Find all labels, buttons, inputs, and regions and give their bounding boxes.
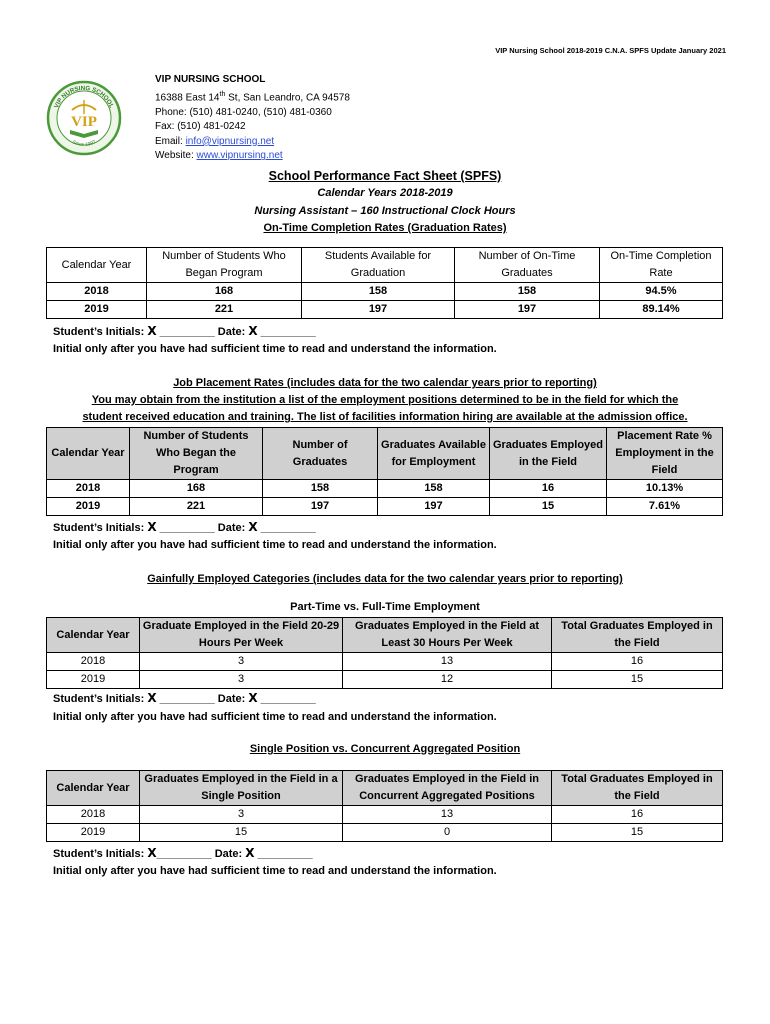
subtitle-completion: On-Time Completion Rates (Graduation Rates) bbox=[263, 222, 507, 234]
job-heading: Job Placement Rates (includes data for the two calendar years prior to reporting) bbox=[173, 377, 597, 389]
table-header: Calendar Year bbox=[47, 428, 130, 480]
initials-field[interactable]: _________ bbox=[156, 693, 215, 705]
table-cell: 94.5% bbox=[600, 283, 723, 301]
table-cell: 15 bbox=[140, 824, 343, 842]
table-cell: 10.13% bbox=[607, 480, 723, 498]
table-cell: 2019 bbox=[47, 301, 147, 319]
single-heading: Single Position vs. Concurrent Aggregated Position bbox=[249, 743, 521, 755]
table-cell: 15 bbox=[552, 671, 723, 689]
table-cell: 197 bbox=[263, 498, 378, 516]
initials-note: Initial only after you have had sufficient time to read and understand the information. bbox=[53, 865, 497, 877]
table-header: Total Graduates Employed in the Field bbox=[552, 618, 723, 653]
table-cell: 2018 bbox=[47, 480, 130, 498]
x-mark: X bbox=[147, 324, 157, 338]
x-mark: X bbox=[147, 691, 157, 705]
table-header: Students Available for Graduation bbox=[302, 248, 455, 283]
table-cell: 12 bbox=[343, 671, 552, 689]
date-field[interactable]: _________ bbox=[257, 326, 316, 338]
table-header: Graduates Employed in the Field at Least 30 Hours Per Week bbox=[343, 618, 552, 653]
table-cell: 15 bbox=[552, 824, 723, 842]
table-cell: 197 bbox=[455, 301, 600, 319]
initials-note: Initial only after you have had sufficient time to read and understand the information. bbox=[53, 539, 497, 551]
date-field[interactable]: _________ bbox=[254, 848, 313, 860]
logo-arc-text: VIP NURSING SCHOOL bbox=[53, 84, 115, 110]
table-cell: 2018 bbox=[47, 653, 140, 671]
table-cell: 221 bbox=[147, 301, 302, 319]
table-cell: 13 bbox=[343, 653, 552, 671]
table-cell: 2018 bbox=[47, 806, 140, 824]
table-cell: 16 bbox=[552, 806, 723, 824]
email-link[interactable]: info@vipnursing.net bbox=[185, 135, 275, 147]
table-cell: 3 bbox=[140, 806, 343, 824]
logo-center-text: VIP bbox=[71, 114, 97, 130]
table-cell: 2019 bbox=[47, 671, 140, 689]
document-header: VIP Nursing School 2018-2019 C.N.A. SPFS Update January 2021 bbox=[495, 46, 726, 55]
subtitle-years: Calendar Years 2018-2019 bbox=[317, 187, 453, 199]
gainful-heading: Gainfully Employed Categories (includes data for the two calendar years prior to reporting) bbox=[147, 573, 623, 585]
table-cell: 168 bbox=[147, 283, 302, 301]
table-cell: 89.14% bbox=[600, 301, 723, 319]
table-cell: 158 bbox=[378, 480, 490, 498]
table-header: Calendar Year bbox=[47, 771, 140, 806]
initials-line: Student’s Initials: X _________ Date: X _________ bbox=[53, 324, 316, 338]
x-mark: X bbox=[248, 324, 258, 338]
table-cell: 15 bbox=[490, 498, 607, 516]
table-cell: 158 bbox=[455, 283, 600, 301]
table-row bbox=[47, 480, 723, 498]
table-row bbox=[47, 824, 723, 842]
table-cell: 3 bbox=[140, 671, 343, 689]
single-concurrent-table bbox=[46, 770, 723, 842]
table-header: Number of Students Who Began the Program bbox=[130, 428, 263, 480]
school-email: Email: info@vipnursing.net bbox=[155, 135, 275, 147]
logo-bottom-text: Since 1997 bbox=[71, 139, 97, 149]
table-cell: 2019 bbox=[47, 824, 140, 842]
table-header: Number of On-Time Graduates bbox=[455, 248, 600, 283]
table-header: Number of Graduates bbox=[263, 428, 378, 480]
website-link[interactable]: www.vipnursing.net bbox=[196, 150, 283, 162]
x-mark: X bbox=[147, 846, 157, 860]
table-row bbox=[47, 671, 723, 689]
table-cell: 168 bbox=[130, 480, 263, 498]
gainful-subheading: Part-Time vs. Full-Time Employment bbox=[290, 601, 480, 613]
school-logo bbox=[46, 80, 122, 156]
school-info bbox=[155, 73, 350, 164]
table-cell: 197 bbox=[302, 301, 455, 319]
table-header: Total Graduates Employed in the Field bbox=[552, 771, 723, 806]
table-cell: 2018 bbox=[47, 283, 147, 301]
initials-note: Initial only after you have had sufficient time to read and understand the information. bbox=[53, 711, 497, 723]
table-cell: 3 bbox=[140, 653, 343, 671]
table-row bbox=[47, 301, 723, 319]
initials-line: Student’s Initials: X _________ Date: X _________ bbox=[53, 691, 316, 705]
table-row bbox=[47, 806, 723, 824]
x-mark: X bbox=[245, 846, 255, 860]
table-cell: 221 bbox=[130, 498, 263, 516]
table-header: Number of Students Who Began Program bbox=[147, 248, 302, 283]
table-cell: 0 bbox=[343, 824, 552, 842]
job-note-2: student received education and training. The list of facilities information hiring are available at the admission office. bbox=[82, 411, 688, 423]
x-mark: X bbox=[147, 520, 157, 534]
school-phone: Phone: (510) 481-0240, (510) 481-0360 bbox=[155, 106, 332, 118]
table-header: Calendar Year bbox=[47, 248, 147, 283]
table-cell: 16 bbox=[490, 480, 607, 498]
table-row bbox=[47, 283, 723, 301]
initials-line: Student’s Initials: X _________ Date: X _________ bbox=[53, 520, 316, 534]
initials-line: Student’s Initials: X_________ Date: X _________ bbox=[53, 846, 313, 860]
table-header: Graduates Employed in the Field in a Single Position bbox=[140, 771, 343, 806]
school-name: VIP NURSING SCHOOL bbox=[155, 74, 266, 85]
job-note-1: You may obtain from the institution a list of the employment positions determined to be in the field for which the bbox=[91, 394, 679, 406]
initials-field[interactable]: _________ bbox=[156, 326, 215, 338]
subtitle-program: Nursing Assistant – 160 Instructional Clock Hours bbox=[254, 205, 516, 217]
table-header: Graduates Employed in the Field bbox=[490, 428, 607, 480]
table-cell: 2019 bbox=[47, 498, 130, 516]
initials-note: Initial only after you have had sufficient time to read and understand the information. bbox=[53, 343, 497, 355]
table-cell: 197 bbox=[378, 498, 490, 516]
part-full-time-table bbox=[46, 617, 723, 689]
x-mark: X bbox=[248, 520, 258, 534]
table-header: On-Time Completion Rate bbox=[600, 248, 723, 283]
page-title: School Performance Fact Sheet (SPFS) bbox=[268, 169, 502, 183]
table-row bbox=[47, 498, 723, 516]
school-address: 16388 East 14th St, San Leandro, CA 94578 bbox=[155, 90, 350, 103]
table-cell: 13 bbox=[343, 806, 552, 824]
table-cell: 7.61% bbox=[607, 498, 723, 516]
completion-table bbox=[46, 247, 723, 319]
table-cell: 16 bbox=[552, 653, 723, 671]
school-website: Website: www.vipnursing.net bbox=[155, 150, 283, 162]
initials-field[interactable]: _________ bbox=[156, 522, 215, 534]
job-placement-table bbox=[46, 427, 723, 516]
date-field[interactable]: _________ bbox=[257, 522, 316, 534]
initials-field[interactable]: _________ bbox=[156, 848, 212, 860]
table-header: Calendar Year bbox=[47, 618, 140, 653]
x-mark: X bbox=[248, 691, 258, 705]
date-field[interactable]: _________ bbox=[257, 693, 316, 705]
table-cell: 158 bbox=[302, 283, 455, 301]
table-header: Placement Rate % Employment in the Field bbox=[607, 428, 723, 480]
table-header: Graduate Employed in the Field 20-29 Hours Per Week bbox=[140, 618, 343, 653]
table-header: Graduates Employed in the Field in Concurrent Aggregated Positions bbox=[343, 771, 552, 806]
table-row bbox=[47, 653, 723, 671]
school-fax: Fax: (510) 481-0242 bbox=[155, 121, 246, 133]
table-header: Graduates Available for Employment bbox=[378, 428, 490, 480]
table-cell: 158 bbox=[263, 480, 378, 498]
